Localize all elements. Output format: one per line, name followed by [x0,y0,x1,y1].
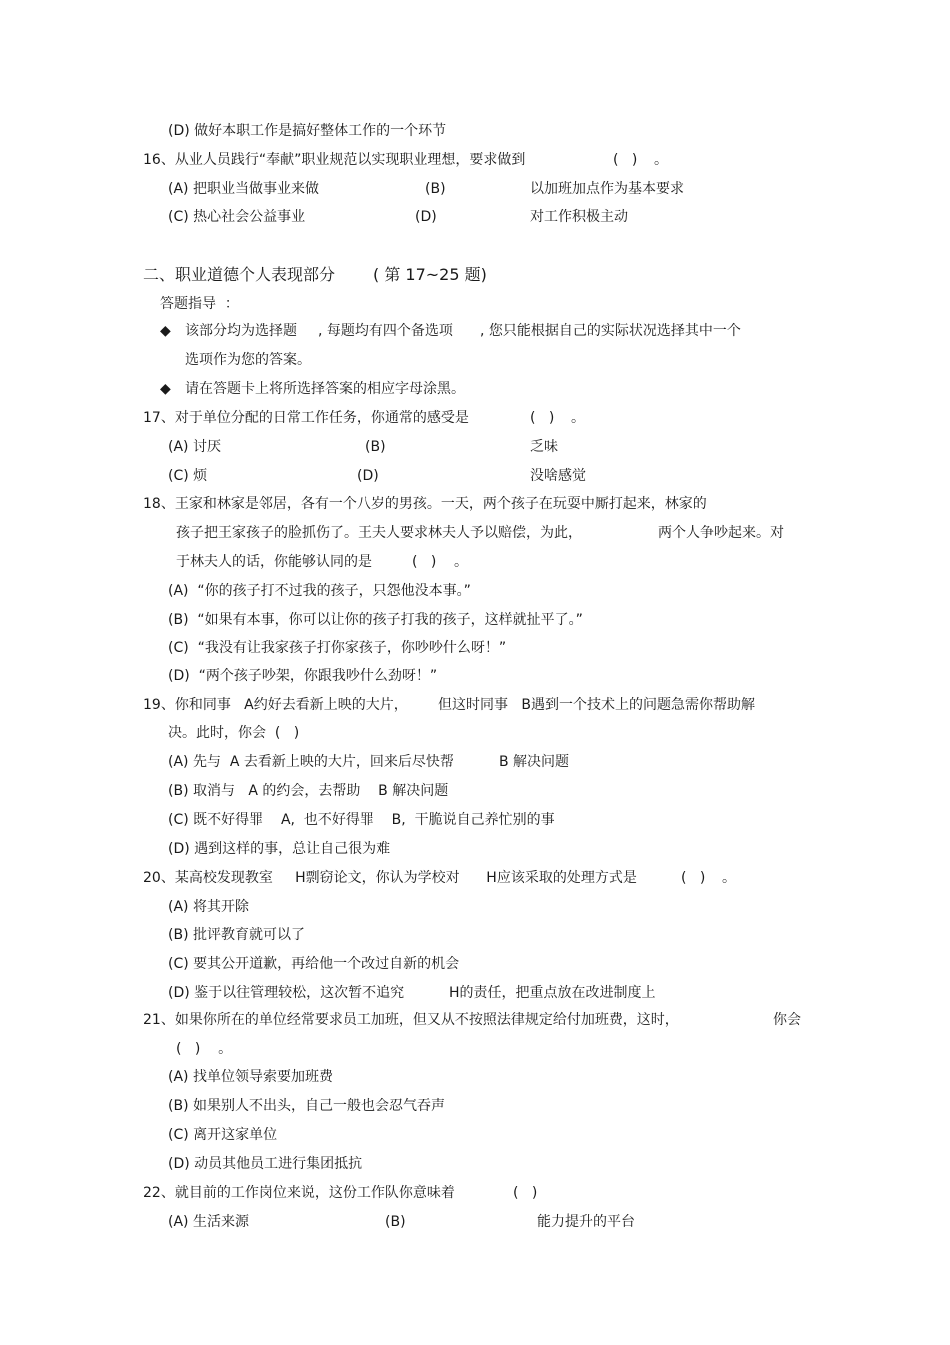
guide-bullet1-part3: , 您只能根据自己的实际状况选择其中一个 [480,323,741,339]
section2-title: 二、职业道德个人表现部分 [143,265,336,284]
q17-stem: 17、对于单位分配的日常工作任务，你通常的感受是 [143,410,469,426]
q16-option-b-text: 以加班加点作为基本要求 [530,181,684,197]
q21-option-a: (A) 找单位领导索要加班费 [168,1069,333,1085]
q17-option-d-label: (D) [357,468,379,484]
q18-option-b: (B) “如果有本事，你可以让你的孩子打我的孩子，这样就扯平了。” [168,612,583,628]
q17-blank: ( ) [530,410,555,426]
q20-option-d-part2: H的责任，把重点放在改进制度上 [449,985,656,1001]
q17-option-d-text: 没啥感觉 [530,468,586,484]
q19-stem-line1b: 但这时同事 B遇到一个技术上的问题急需你帮助解 [438,697,755,713]
q18-blank: ( ) [412,554,437,570]
guide-bullet1-part1: 该部分均为选择题 [185,323,297,339]
q22-option-a: (A) 生活来源 [168,1214,249,1230]
q20-end: 。 [722,870,736,886]
q18-option-c: (C) “我没有让我家孩子打你家孩子，你吵吵什么呀！” [168,640,507,656]
q19-stem-line1a: 19、你和同事 A约好去看新上映的大片， [143,697,408,713]
q20-blank: ( ) [681,870,706,886]
q22-stem: 22、就目前的工作岗位来说，这份工作队你意味着 [143,1185,455,1201]
bullet-diamond-icon: ◆ [160,381,171,397]
q16-option-b-label: (B) [425,181,446,197]
section2-range: ( 第 17~25 题) [373,265,487,284]
q15-option-d: (D) 做好本职工作是搞好整体工作的一个环节 [168,123,447,139]
q20-option-a: (A) 将其开除 [168,899,249,915]
bullet-diamond-icon: ◆ [160,323,171,339]
q20-option-b: (B) 批评教育就可以了 [168,927,305,943]
guide-bullet1-cont: 选项作为您的答案。 [185,352,311,368]
q19-option-a-part1: (A) 先与 A 去看新上映的大片，回来后尽快帮 [168,754,454,770]
q17-option-b-label: (B) [365,439,386,455]
q18-end: 。 [454,554,468,570]
q21-option-c: (C) 离开这家单位 [168,1127,278,1143]
q18-stem-line2a: 孩子把王家孩子的脸抓伤了。王夫人要求林夫人予以赔偿，为此， [176,525,582,541]
q17-end: 。 [571,410,585,426]
q18-stem-line2b: 两个人争吵起来。对 [658,525,784,541]
answer-guide-label: 答题指导 ： [160,296,239,312]
q17-option-b-text: 乏味 [530,439,558,455]
q16-end: 。 [654,152,668,168]
q16-option-d-label: (D) [415,209,437,225]
q21-stem-line1b: 你会 [773,1012,801,1028]
q22-option-b-label: (B) [385,1214,406,1230]
q21-stem-line1a: 21、如果你所在的单位经常要求员工加班，但又从不按照法律规定给付加班费，这时， [143,1012,679,1028]
q19-stem-line2: 决。此时，你会 ( ) [168,725,300,741]
q22-blank: ( ) [513,1185,538,1201]
q18-stem-line3: 于林夫人的话，你能够认同的是 [176,554,372,570]
q19-option-a-part2: B 解决问题 [499,754,570,770]
q19-option-c: (C) 既不好得罪 A, 也不好得罪 B, 干脆说自己养忙别的事 [168,812,555,828]
q20-option-d-part1: (D) 鉴于以往管理较松，这次暂不追究 [168,985,405,1001]
q21-option-d: (D) 动员其他员工进行集团抵抗 [168,1156,363,1172]
q16-stem: 16、从业人员践行“奉献”职业规范以实现职业理想，要求做到 [143,152,526,168]
q16-option-d-text: 对工作积极主动 [530,209,628,225]
guide-bullet1-part2: , 每题均有四个备选项 [318,323,453,339]
q22-option-b-text: 能力提升的平台 [537,1214,635,1230]
q21-option-b: (B) 如果别人不出头，自己一般也会忍气吞声 [168,1098,445,1114]
guide-bullet2: 请在答题卡上将所选择答案的相应字母涂黑。 [185,381,465,397]
q16-blank: ( ) [613,152,638,168]
q18-option-a: (A) “你的孩子打不过我的孩子，只怨他没本事。” [168,583,471,599]
q18-option-d: (D) “两个孩子吵架，你跟我吵什么劲呀！” [168,668,438,684]
q20-option-c: (C) 要其公开道歉，再给他一个改过自新的机会 [168,956,460,972]
q19-option-b: (B) 取消与 A 的约会，去帮助 B 解决问题 [168,783,449,799]
q17-option-c: (C) 烦 [168,468,208,484]
q18-stem-line1: 18、王家和林家是邻居，各有一个八岁的男孩。一天，两个孩子在玩耍中厮打起来，林家的 [143,496,707,512]
q16-option-c: (C) 热心社会公益事业 [168,209,306,225]
q20-stem: 20、某高校发现教室 H剽窃论文，你认为学校对 H应该采取的处理方式是 [143,870,637,886]
q17-option-a: (A) 讨厌 [168,439,221,455]
q19-option-d: (D) 遇到这样的事，总让自己很为难 [168,841,391,857]
q21-blank: ( ) 。 [176,1041,233,1057]
q16-option-a: (A) 把职业当做事业来做 [168,181,319,197]
